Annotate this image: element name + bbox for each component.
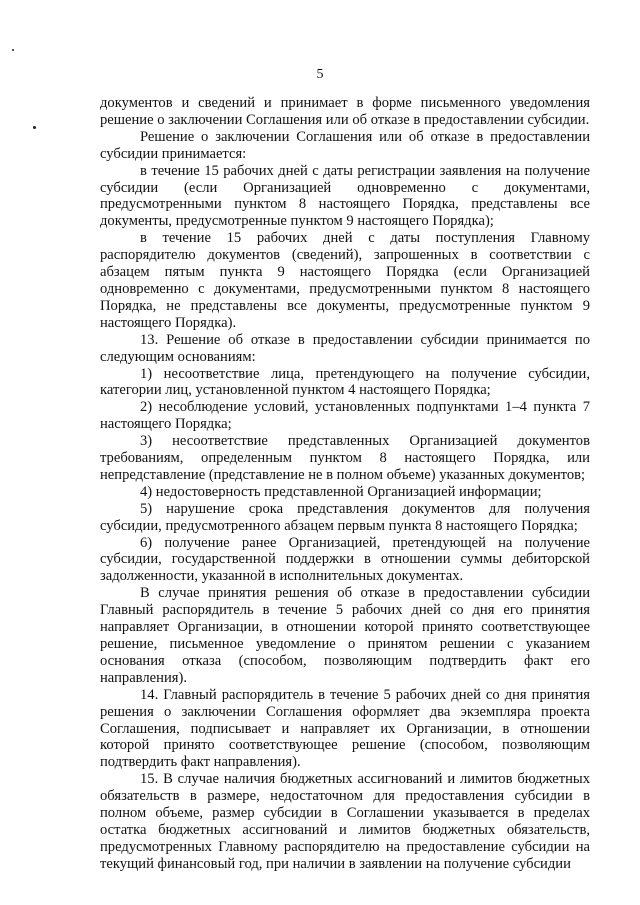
document-body bbox=[100, 95, 590, 873]
paragraph: 2) несоблюдение условий, установленных подпунктами 1–4 пункта 7 настоящего Порядка; bbox=[100, 399, 590, 433]
paragraph: 6) получение ранее Организацией, претендующей на получение субсидии, государственной поддержки в отношении суммы дебиторской задолженности, указанной в исполнительных документах. bbox=[100, 534, 590, 585]
paragraph: 4) недостоверность представленной Организацией информации; bbox=[140, 483, 542, 500]
paragraph: в течение 15 рабочих дней с даты поступления Главному распорядителю документов (сведений), запрошенных в соответствии с абзацем пятым пункта 9 настоящего Порядка (если Организацией одновременно с документами, предусмотренными пунктом 8 настоящего Порядка, не представлены все документы, предусмотренные пунктом 9 настоящего Порядка). bbox=[100, 230, 590, 331]
paragraph: 14. Главный распорядитель в течение 5 рабочих дней со дня принятия решения о заключении Соглашения оформляет два экземпляра проекта Соглашения, подписывает и направляет их Организации, в отношении которой принято соответствующее решение (способом, позволяющим подтвердить факт направления). bbox=[100, 686, 590, 771]
page-number: 5 bbox=[316, 67, 324, 82]
scan-speck bbox=[12, 49, 14, 51]
paragraph: документов и сведений и принимает в форме письменного уведомления решение о заключении Соглашения или об отказе в предоставлении субсидии. bbox=[100, 95, 590, 128]
paragraph: Решение о заключении Соглашения или об отказе в предоставлении субсидии принимается: bbox=[100, 128, 590, 162]
paragraph: В случае принятия решения об отказе в предоставлении субсидии Главный распорядитель в течение 5 рабочих дней со дня его принятия направляет Организации, в отношении которой принято соответствующее решение, письменное уведомление о принятом решении с указанием основания отказа (способом, позволяющим подтвердить факт его направления). bbox=[100, 585, 590, 686]
paragraph: 1) несоответствие лица, претендующего на получение субсидии, категории лиц, установленной пунктом 4 настоящего Порядка; bbox=[100, 365, 590, 399]
paragraph: 3) несоответствие представленных Организацией документов требованиям, определенным пунктом 8 настоящего Порядка, или непредставление (представление не в полном объеме) указанных документов; bbox=[100, 433, 590, 483]
paragraph: в течение 15 рабочих дней с даты регистрации заявления на получение субсидии (если Организацией одновременно с документами, предусмотренными пунктом 8 настоящего Порядка, представлены все документы, предусмотренные пунктом 9 настоящего Порядка); bbox=[100, 162, 590, 230]
paragraph: 13. Решение об отказе в предоставлении субсидии принимается по следующим основаниям: bbox=[100, 331, 590, 365]
paragraph: 5) нарушение срока представления документов для получения субсидии, предусмотренного абзацем первым пункта 8 настоящего Порядка; bbox=[100, 500, 590, 534]
scan-speck bbox=[33, 126, 36, 129]
paragraph: 15. В случае наличия бюджетных ассигнований и лимитов бюджетных обязательств в размере, недостаточном для предоставления субсидии в полном объеме, размер субсидии в Соглашении указывается в пределах остатка бюджетных ассигнований и лимитов бюджетных обязательств, предусмотренных Главному распорядителю на предоставление субсидии на текущий финансовый год, при наличии в заявлении на получение субсидии bbox=[100, 771, 590, 872]
